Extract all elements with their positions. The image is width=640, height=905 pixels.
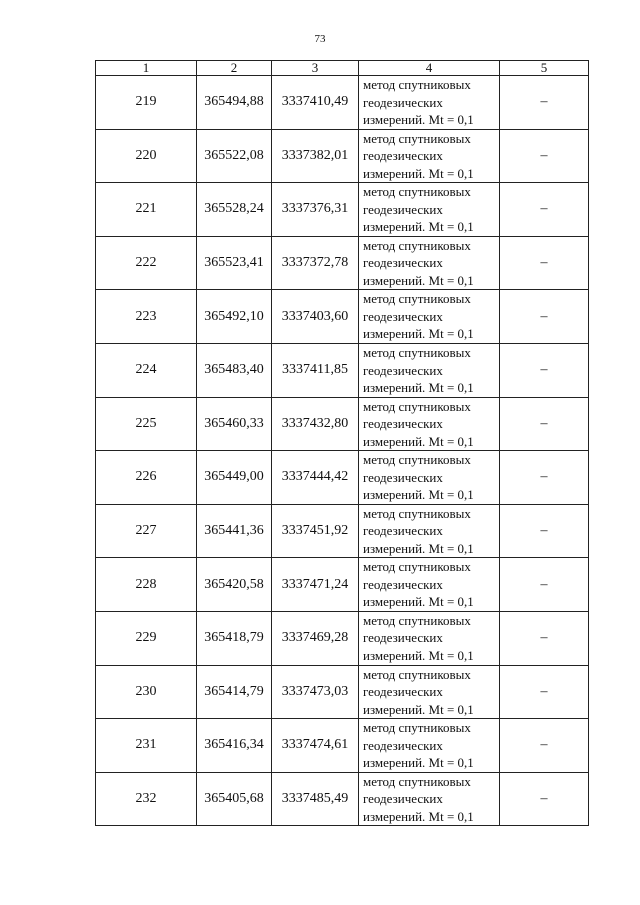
table-body [96,76,589,826]
note-cell: – [500,397,589,451]
coordinate-y-cell: 3337474,61 [272,719,359,773]
note-cell: – [500,772,589,826]
column-header-4: 4 [359,61,500,76]
point-number-cell: 226 [96,451,197,505]
method-cell [359,236,500,290]
page-number: 73 [314,33,326,45]
coordinate-y-cell: 3337469,28 [272,611,359,665]
column-header-1: 1 [96,61,197,76]
method-line: измерений. Mt = 0,1 [363,112,474,128]
coordinate-x-cell: 365416,34 [197,719,272,773]
point-number-cell: 231 [96,719,197,773]
coordinate-x-cell: 365418,79 [197,611,272,665]
table-row [96,719,589,773]
point-number-cell: 230 [96,665,197,719]
table-row [96,343,589,397]
coordinate-y-cell: 3337376,31 [272,183,359,237]
coordinate-x-cell: 365494,88 [197,76,272,130]
table-row [96,129,589,183]
point-number-cell: 219 [96,76,197,130]
table-row [96,290,589,344]
method-line: геодезических [363,791,443,807]
method-line: метод спутниковых [363,237,471,253]
method-line: измерений. Mt = 0,1 [363,165,474,181]
coordinate-x-cell: 365460,33 [197,397,272,451]
coordinate-y-cell: 3337411,85 [272,343,359,397]
coordinate-x-cell: 365483,40 [197,343,272,397]
coordinates-table [95,60,589,826]
method-line: измерений. Mt = 0,1 [363,487,474,503]
method-line: геодезических [363,255,443,271]
coordinate-x-cell: 365405,68 [197,772,272,826]
point-number-cell: 227 [96,504,197,558]
coordinate-x-cell: 365492,10 [197,290,272,344]
method-line: измерений. Mt = 0,1 [363,808,474,824]
table-row [96,504,589,558]
method-line: метод спутниковых [363,452,471,468]
method-cell [359,451,500,505]
method-line: метод спутниковых [363,505,471,521]
method-line: геодезических [363,94,443,110]
method-line: метод спутниковых [363,612,471,628]
point-number-cell: 228 [96,558,197,612]
table-row [96,451,589,505]
coordinate-x-cell: 365528,24 [197,183,272,237]
note-cell: – [500,290,589,344]
method-cell [359,504,500,558]
table-header-row [96,61,589,76]
point-number-cell: 229 [96,611,197,665]
point-number-cell: 232 [96,772,197,826]
coordinate-y-cell: 3337382,01 [272,129,359,183]
method-cell [359,129,500,183]
method-cell [359,772,500,826]
method-cell [359,397,500,451]
method-line: геодезических [363,684,443,700]
coordinate-y-cell: 3337444,42 [272,451,359,505]
table-row [96,183,589,237]
method-line: метод спутниковых [363,184,471,200]
method-line: метод спутниковых [363,130,471,146]
table-row [96,76,589,130]
coordinate-y-cell: 3337485,49 [272,772,359,826]
coordinate-y-cell: 3337432,80 [272,397,359,451]
method-line: измерений. Mt = 0,1 [363,755,474,771]
method-cell [359,558,500,612]
note-cell: – [500,183,589,237]
method-line: измерений. Mt = 0,1 [363,540,474,556]
table-row [96,236,589,290]
coordinate-y-cell: 3337451,92 [272,504,359,558]
table-row [96,772,589,826]
note-cell: – [500,129,589,183]
point-number-cell: 225 [96,397,197,451]
method-line: измерений. Mt = 0,1 [363,701,474,717]
table-row [96,611,589,665]
method-cell [359,290,500,344]
method-line: геодезических [363,469,443,485]
method-line: измерений. Mt = 0,1 [363,326,474,342]
point-number-cell: 223 [96,290,197,344]
point-number-cell: 224 [96,343,197,397]
coordinate-x-cell: 365414,79 [197,665,272,719]
note-cell: – [500,719,589,773]
table-row [96,665,589,719]
point-number-cell: 220 [96,129,197,183]
method-line: метод спутниковых [363,666,471,682]
method-cell [359,183,500,237]
coordinate-x-cell: 365522,08 [197,129,272,183]
method-cell [359,665,500,719]
method-cell [359,76,500,130]
method-line: измерений. Mt = 0,1 [363,594,474,610]
coordinate-y-cell: 3337372,78 [272,236,359,290]
method-line: измерений. Mt = 0,1 [363,272,474,288]
method-line: геодезических [363,737,443,753]
table-row [96,397,589,451]
coordinate-x-cell: 365420,58 [197,558,272,612]
coordinate-y-cell: 3337471,24 [272,558,359,612]
column-header-3: 3 [272,61,359,76]
coordinate-x-cell: 365523,41 [197,236,272,290]
method-cell [359,719,500,773]
note-cell: – [500,236,589,290]
point-number-cell: 221 [96,183,197,237]
coordinate-x-cell: 365449,00 [197,451,272,505]
method-cell [359,343,500,397]
coordinate-y-cell: 3337403,60 [272,290,359,344]
method-line: метод спутниковых [363,720,471,736]
coordinate-y-cell: 3337473,03 [272,665,359,719]
method-line: геодезических [363,416,443,432]
method-cell [359,611,500,665]
method-line: метод спутниковых [363,398,471,414]
method-line: измерений. Mt = 0,1 [363,219,474,235]
method-line: метод спутниковых [363,77,471,93]
point-number-cell: 222 [96,236,197,290]
column-header-5: 5 [500,61,589,76]
method-line: геодезических [363,576,443,592]
method-line: измерений. Mt = 0,1 [363,647,474,663]
method-line: метод спутниковых [363,345,471,361]
method-line: геодезических [363,523,443,539]
method-line: геодезических [363,201,443,217]
method-line: метод спутниковых [363,291,471,307]
column-header-2: 2 [197,61,272,76]
note-cell: – [500,611,589,665]
method-line: геодезических [363,630,443,646]
note-cell: – [500,451,589,505]
method-line: метод спутниковых [363,773,471,789]
note-cell: – [500,343,589,397]
coordinate-x-cell: 365441,36 [197,504,272,558]
coordinate-y-cell: 3337410,49 [272,76,359,130]
method-line: геодезических [363,148,443,164]
method-line: измерений. Mt = 0,1 [363,433,474,449]
table-row [96,558,589,612]
note-cell: – [500,665,589,719]
method-line: метод спутниковых [363,559,471,575]
method-line: геодезических [363,362,443,378]
note-cell: – [500,504,589,558]
note-cell: – [500,76,589,130]
method-line: геодезических [363,308,443,324]
note-cell: – [500,558,589,612]
method-line: измерений. Mt = 0,1 [363,380,474,396]
